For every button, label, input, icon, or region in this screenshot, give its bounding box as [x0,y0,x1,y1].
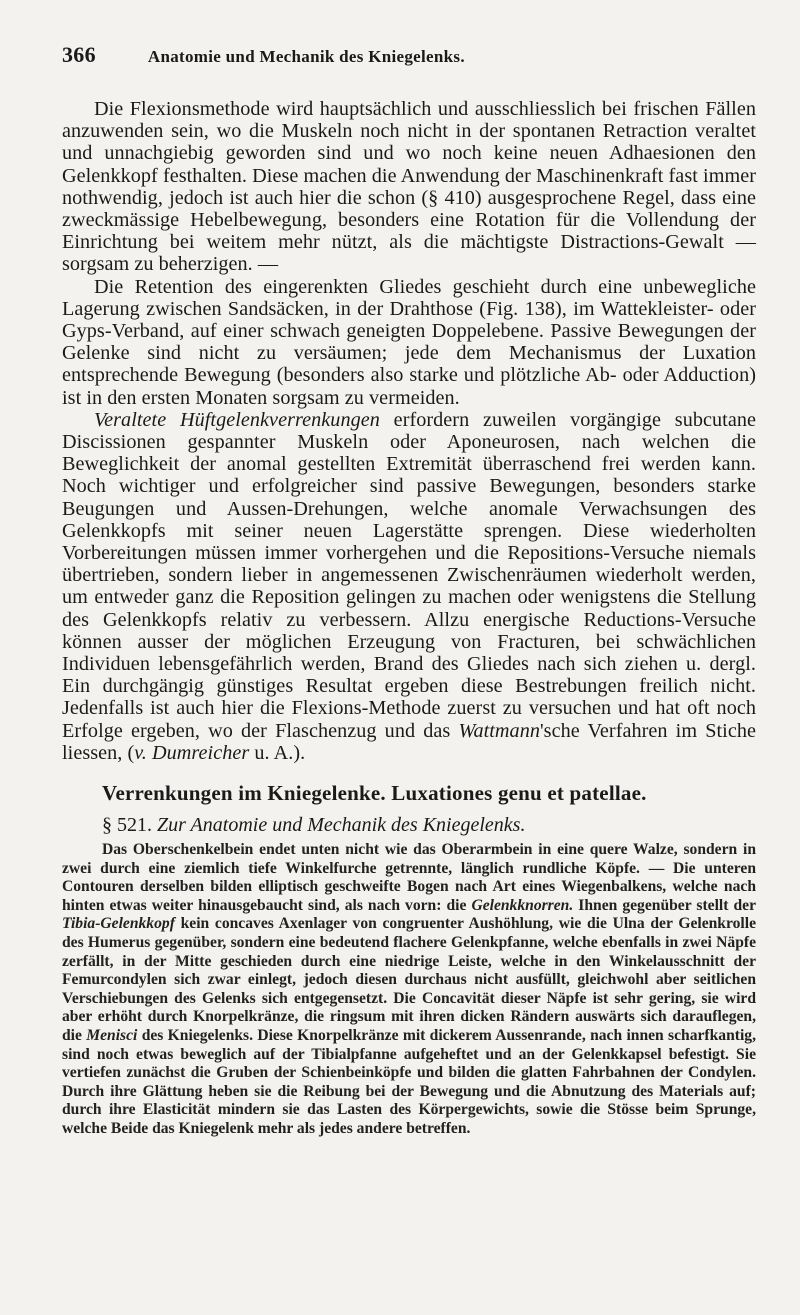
italic-tibia-gelenkkopf: Tibia-Gelenkkopf [62,915,175,933]
paragraph-retention: Die Retention des eingerenkten Gliedes geschieht durch eine unbewegliche Lagerung zwischen Sandsäcken, in der Drahthose (Fig. 138), im Wattekleister- oder Gyps-Verband, auf einer schwach geneigten Doppelebene. Passive Bewegungen der Gelenke sind nicht zu versäumen; jede dem Mechanismus der Luxation entsprechende Bewegung (besonders also starke und plötzliche Ab- oder Adduction) ist in den ersten Monaten sorgsam zu vermeiden. [62,275,756,409]
running-head [62,42,756,68]
paragraph-oberschenkelbein: Das Oberschenkelbein endet unten nicht wie das Oberarmbein in eine quere Walze, sondern in zwei durch eine ziemlich tiefe Winkelfurche getrennte, länglich rundliche Köpfe. — Die unteren Contouren derselben bilden elliptisch geschweifte Bogen nach Art eines Wiegenbalkens, welche nach hinten etwas weiter hinausgebaucht sind, als nach vorn: die Gelenkknorren. Ihnen gegenüber stellt der Tibia-Gelenkkopf kein concaves Axenlager von congruenter Aushöhlung, wie die Ulna der Gelenkrolle des Humerus gegenüber, sondern eine bedeutend flachere Gelenkpfanne, welche ebenfalls in zwei Näpfe zerfällt, in der Mitte geschieden durch eine niedrige Leiste, welche in den Winkelausschnitt der Femurcondylen sich zwar einlegt, jedoch diesen durchaus nicht ausfüllt, gleichwohl aber seitlichen Verschiebungen des Gelenks sich entgegensetzt. Die Concavität dieser Näpfe ist sehr gering, sie wird aber erhöht durch Knorpelkränze, die ringsum mit ihren dicken Rändern auswärts sich darauflegen, die Menisci des Kniegelenks. Diese Knorpelkränze mit dickerem Aussenrande, nach innen scharfkantig, sind noch etwas beweglich auf der Tibialpfanne aufgeheftet und an der Gelenkkapsel befestigt. Sie vertiefen zunächst die Gruben der Schienbeinköpfe und bilden die glatten Fahrbahnen der Condylen. Durch ihre Glättung heben sie die Reibung bei der Bewegung und die Abnutzung des Materials auf; durch ihre Elasticität mindern sie das Lasten des Körpergewichts, sowie die Stösse beim Sprunge, welche Beide das Kniegelenk mehr als jedes andere betreffen. [62,841,756,1137]
paragraph-flexionsmethode: Die Flexionsmethode wird hauptsächlich und ausschliesslich bei frischen Fällen anzuwenden sein, wo die Muskeln noch nicht in der spontanen Retraction veraltet und unnachgiebig geworden sind und wo noch keine neuen Adhaesionen den Gelenkkopf festhalten. Diese machen die Anwendung der Maschinenkraft fast immer nothwendig, jedoch ist auch hier die schon (§ 410) ausgesprochene Regel, dass eine zweckmässige Hebelbewegung, besonders eine Rotation für die Vollendung der Einrichtung bei weitem mehr nützt, als die mächtigste Distractions-Gewalt — sorgsam zu beherzigen. — [62,98,756,276]
running-title: Anatomie und Mechanik des Kniegelenks. [147,47,465,66]
section-heading: Verrenkungen im Kniegelenke. Luxationes genu et patellae. [102,781,647,806]
page-number: 366 [62,42,96,67]
small-text [62,841,756,1139]
paragraph-veraltete: Veraltete Hüftgelenkverrenkungen erfordern zuweilen vorgängige subcutane Discissionen gespannter Muskeln oder Aponeurosen, nach welchen die Beweglichkeit der anomal gestellten Extremität überraschend frei werden kann. Noch wichtiger und erfolgreicher sind passive Bewegungen, besonders starke Beugungen und Aussen-Drehungen, welche anomale Verwachsungen des Gelenkkopfs mit seiner neuen Lagerstätte sprengen. Diese wiederholten Vorbereitungen müssen immer vorhergehen und die Repositions-Versuche niemals übertrieben, sondern lieber in angemessenen Zwischenräumen wiederholt werden, um entweder ganz die Reposition gelingen zu machen oder wenigstens die Stellung des Gelenkkopfs relativ zu verbessern. Allzu energische Reductions-Versuche können ausser der möglichen Erzeugung von Fracturen, bei schwächlichen Individuen lebensgefährlich werden, Brand des Gliedes nach sich ziehen u. dergl. Ein durchgängig günstiges Resultat ergeben diese Bestrebungen freilich nicht. Jedenfalls ist auch hier die Flexions-Methode zuerst zu versuchen und hat oft noch Erfolge ergeben, wo der Flaschenzug und das Wattmann'sche Verfahren im Stiche liessen, (v. Dumreicher u. A.). [62,408,756,764]
italic-menisci: Menisci [86,1027,138,1045]
italic-dumreicher: v. Dumreicher [134,741,250,764]
section-title-line [62,814,756,837]
italic-veraltete: Veraltete Hüftgelenkverrenkungen [94,408,380,431]
italic-gelenkknorren: Gelenkknorren. [471,896,574,914]
italic-wattmann: Wattmann [458,719,540,742]
section-number: § 521. [102,814,152,837]
section-title: Zur Anatomie und Mechanik des Kniegelenks. [157,814,526,837]
main-text [62,98,756,764]
